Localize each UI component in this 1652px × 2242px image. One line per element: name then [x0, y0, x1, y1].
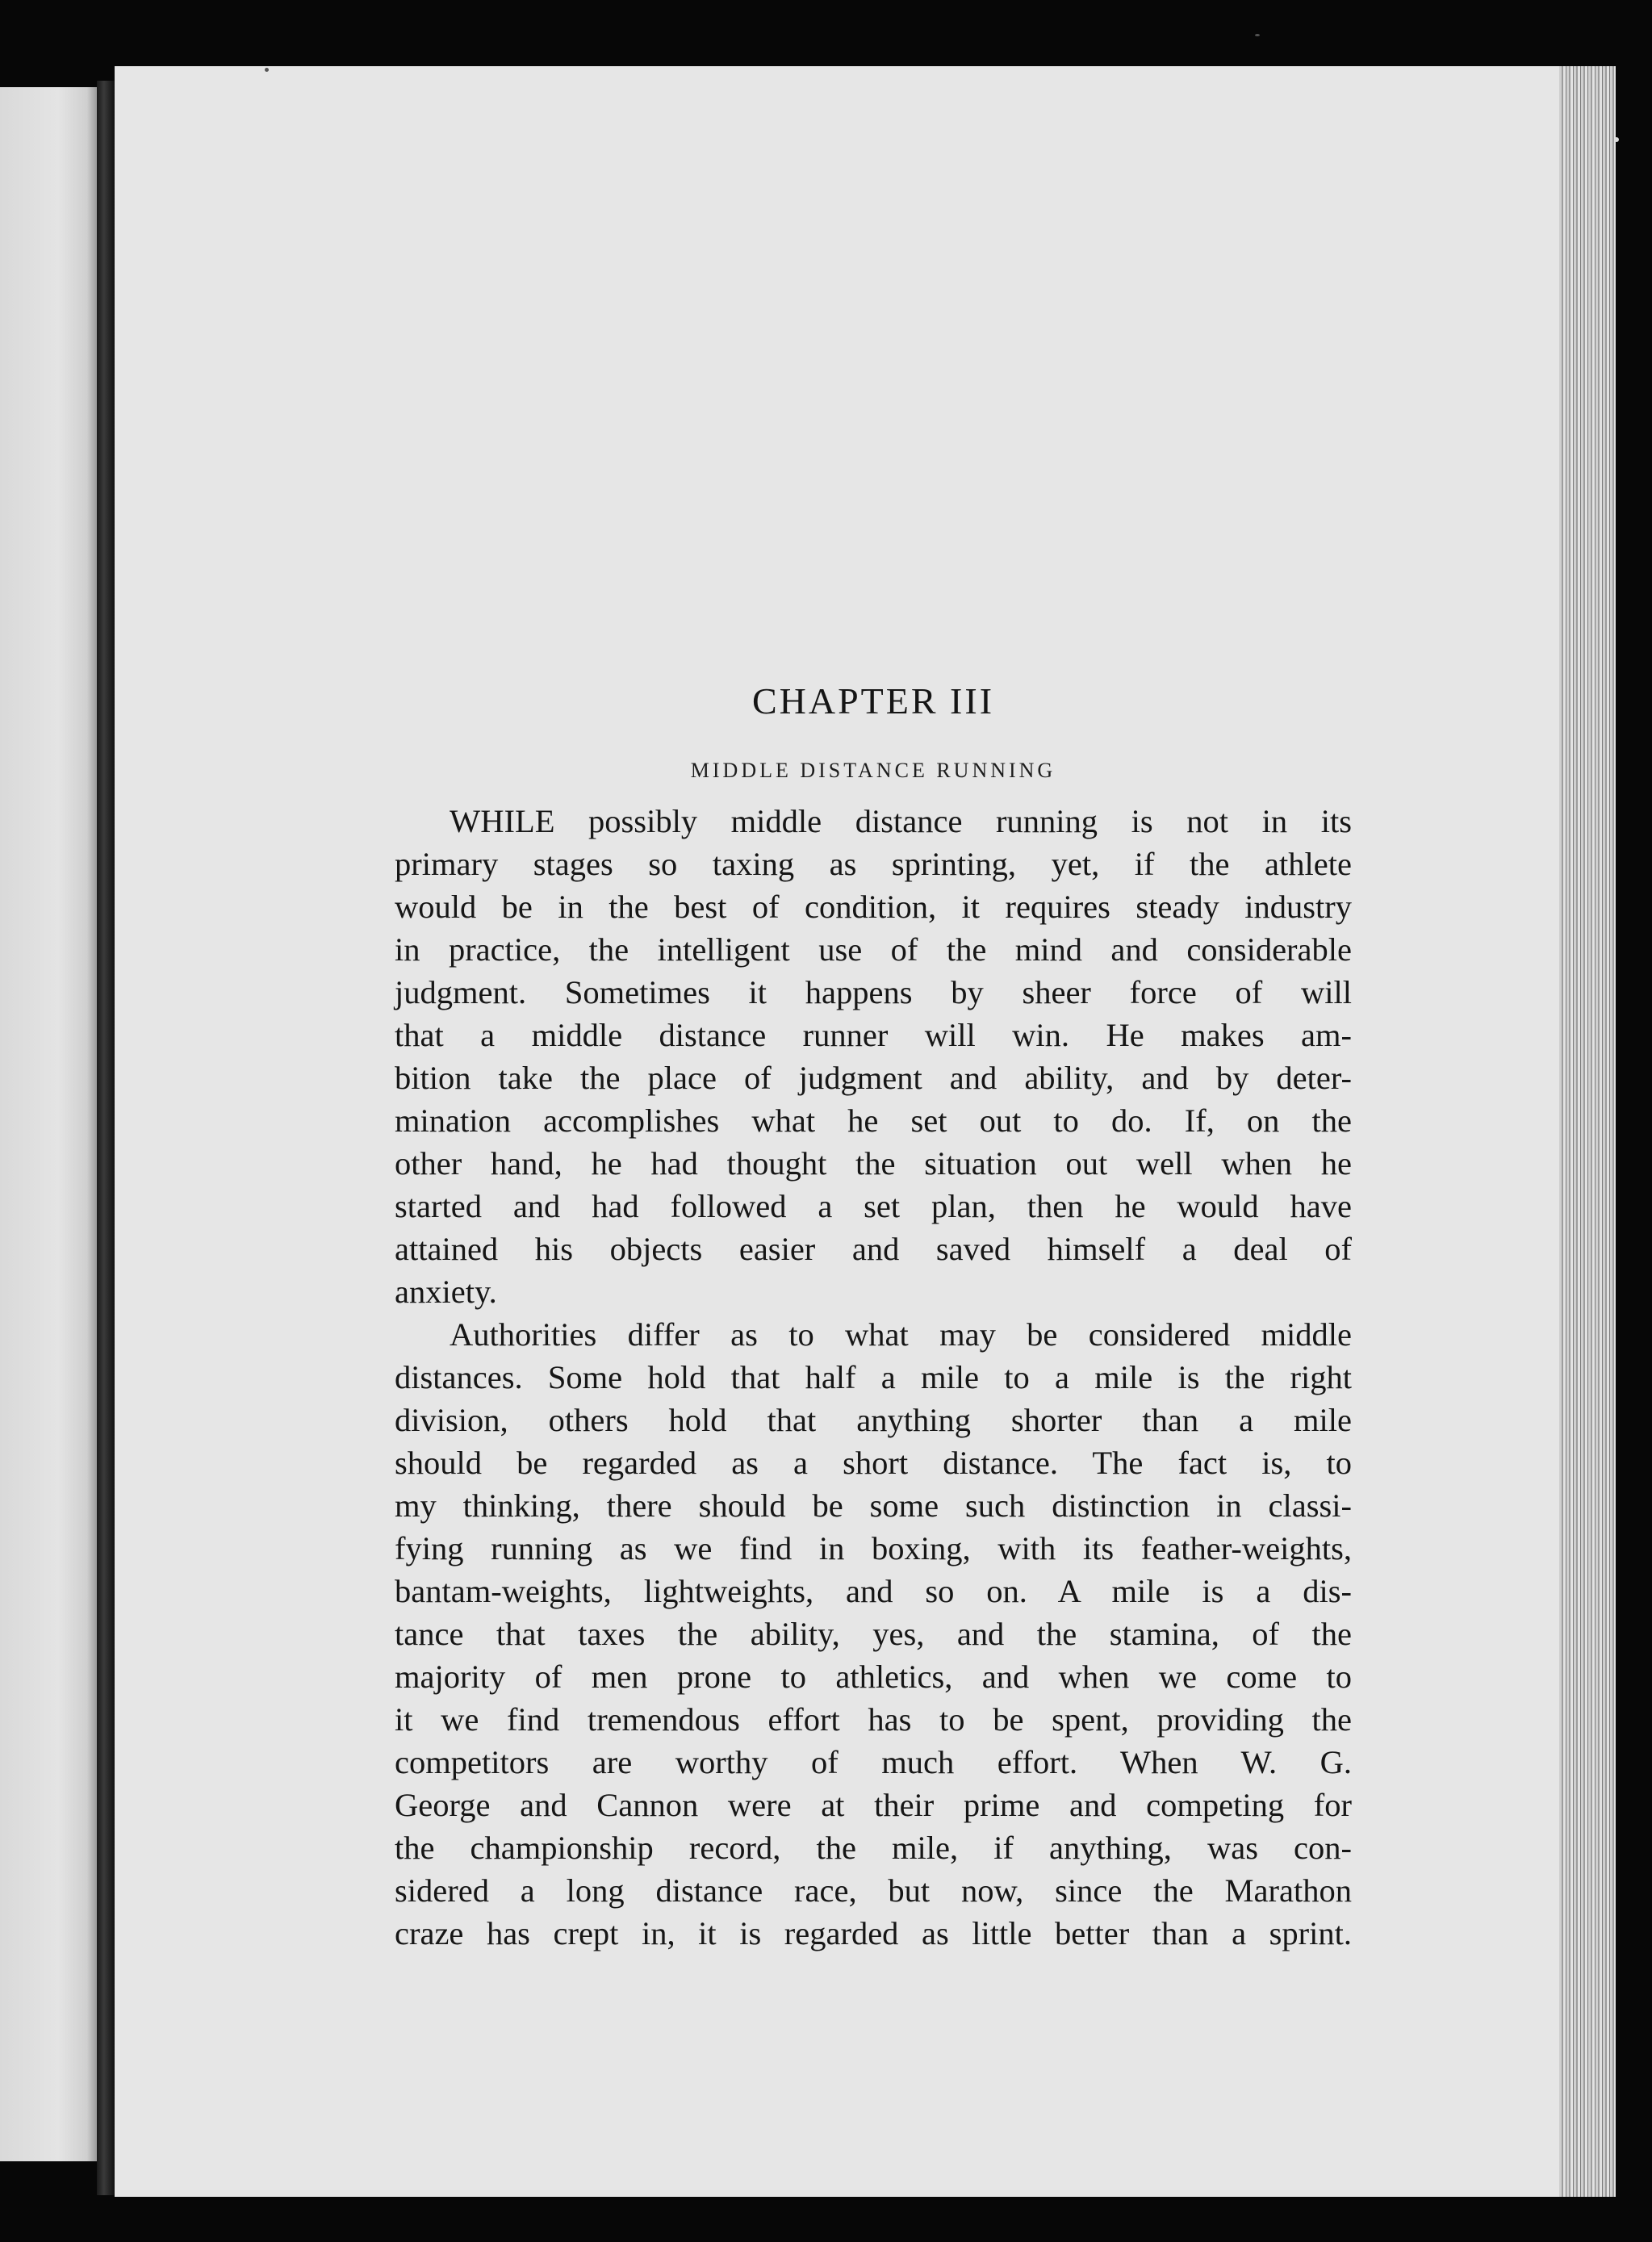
body-line: bantam-weights, lightweights, and so on. A mile is a dis- [395, 1573, 1352, 1609]
body-line: WHILE possibly middle distance running is not in its [450, 803, 1352, 839]
body-line: primary stages so taxing as sprinting, yet, if the athlete [395, 846, 1352, 882]
body-line: bition take the place of judgment and ability, and by deter- [395, 1060, 1352, 1096]
facing-page-edge [0, 87, 97, 2161]
body-line: division, others hold that anything shorter than a mile [395, 1402, 1352, 1438]
body-line: attained his objects easier and saved himself a deal of [395, 1231, 1352, 1267]
body-line: fying running as we find in boxing, with its feather-weights, [395, 1530, 1352, 1566]
body-line: craze has crept in, it is regarded as little better than a sprint. [395, 1915, 1352, 1951]
body-line: the championship record, the mile, if anything, was con- [395, 1830, 1352, 1866]
body-line: would be in the best of condition, it requires steady industry [395, 889, 1352, 925]
chapter-title: CHAPTER III [751, 680, 995, 722]
scan-speck [265, 68, 269, 72]
body-line: that a middle distance runner will win. He makes am- [395, 1017, 1352, 1053]
body-line: it we find tremendous effort has to be spent, providing the [395, 1701, 1352, 1738]
book-gutter [97, 81, 115, 2195]
body-line: anxiety. [395, 1274, 497, 1310]
body-line: my thinking, there should be some such distinction in classi- [395, 1487, 1352, 1524]
body-line: judgment. Sometimes it happens by sheer force of will [395, 974, 1352, 1010]
book-page [115, 66, 1559, 2197]
body-line: George and Cannon were at their prime and competing for [395, 1787, 1352, 1823]
scan-speck [1255, 34, 1260, 36]
page-stack-edge [1559, 66, 1616, 2197]
body-line: competitors are worthy of much effort. When W. G. [395, 1744, 1352, 1780]
body-line: tance that taxes the ability, yes, and the stamina, of the [395, 1616, 1352, 1652]
body-line: should be regarded as a short distance. The fact is, to [395, 1445, 1352, 1481]
body-line: in practice, the intelligent use of the mind and considerable [395, 931, 1352, 968]
body-line: sidered a long distance race, but now, since the Marathon [395, 1872, 1352, 1909]
body-line: distances. Some hold that half a mile to a mile is the right [395, 1359, 1352, 1395]
scan-speck [1614, 137, 1619, 142]
body-line: mination accomplishes what he set out to do. If, on the [395, 1102, 1352, 1139]
chapter-subtitle: MIDDLE DISTANCE RUNNING [690, 759, 1056, 782]
body-line: started and had followed a set plan, then he would have [395, 1188, 1352, 1224]
body-line: Authorities differ as to what may be considered middle [450, 1316, 1352, 1353]
body-line: majority of men prone to athletics, and when we come to [395, 1658, 1352, 1695]
body-line: other hand, he had thought the situation out well when he [395, 1145, 1352, 1182]
